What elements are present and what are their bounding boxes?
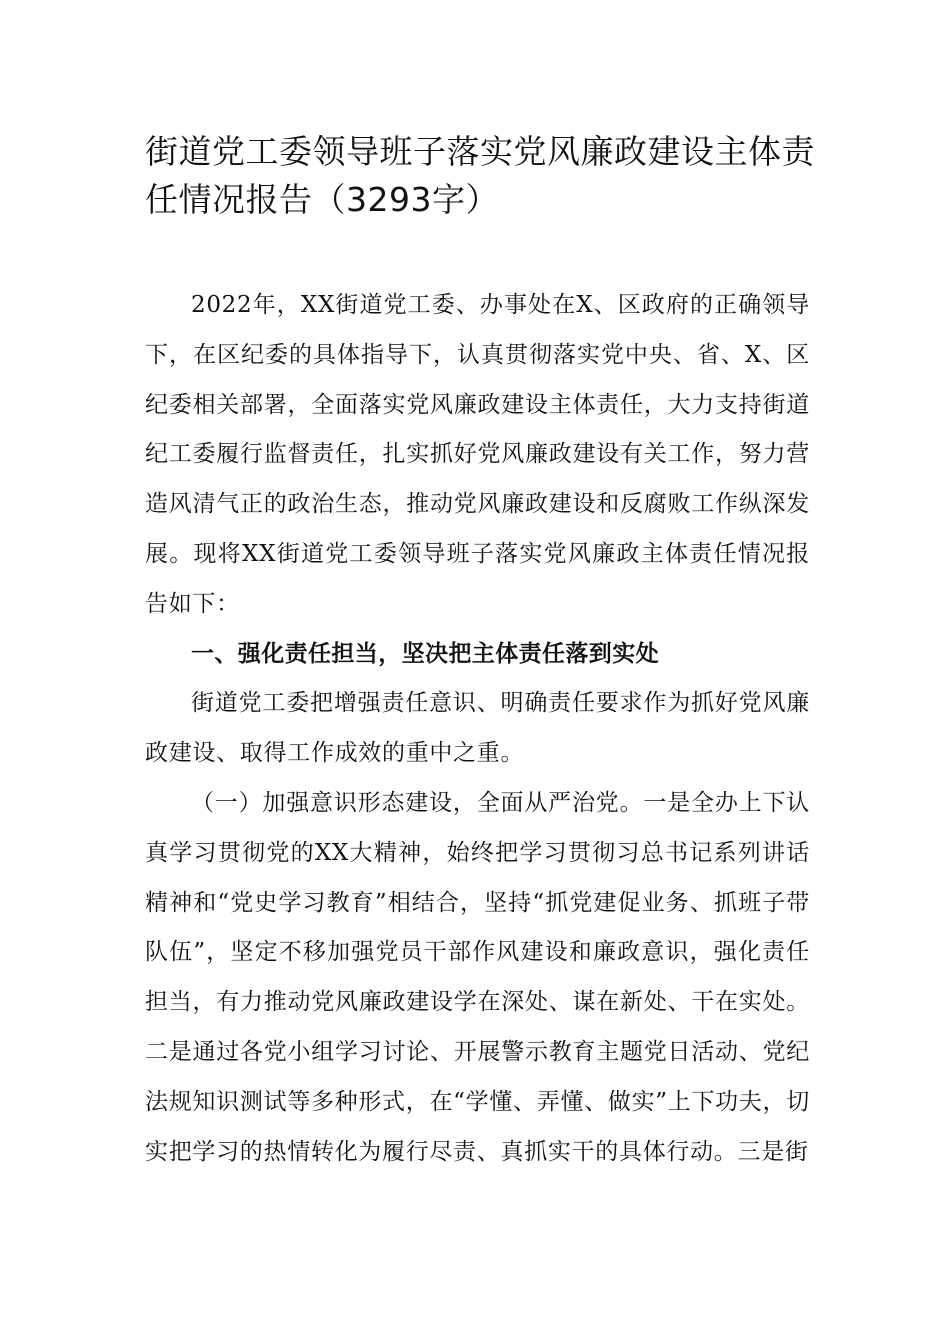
intro-paragraph: 2022年，XX街道党工委、办事处在X、区政府的正确领导下，在区纪委的具体指导下，认真贯彻落实党中央、省、X、区纪委相关部署，全面落实党风廉政建设主体责任，大力支持街道纪工委履行监督责任，扎实抓好党风廉政建设有关工作，努力营造风清气正的政治生态，推动党风廉政建设和反腐败工作纵深发展。现将XX街道党工委领导班子落实党风廉政主体责任情况报告如下：: [145, 292, 810, 617]
subsection-paragraph: （一）加强意识形态建设，全面从严治党。一是全办上下认真学习贯彻党的XX大精神，始终把学习贯彻习总书记系列讲话精神和“党史学习教育”相结合，坚持“抓党建促业务、抓班子带队伍”，坚定不移加强党员干部作风建设和廉政意识，强化责任担当，有力推动党风廉政建设学在深处、谋在新处、干在实处。二是通过各党小组学习讨论、开展警示教育主题党日活动、党纪法规知识测试等多种形式，在“学懂、弄懂、做实”上下功夫，切实把学习的热情转化为履行尽责、真抓实干的具体行动。三是街: [145, 789, 810, 1165]
section-heading: 一、强化责任担当，坚决把主体责任落到实处: [191, 640, 659, 667]
section-intro-paragraph: 街道党工委把增强责任意识、明确责任要求作为抓好党风廉政建设、取得工作成效的重中之重。: [145, 690, 810, 767]
document-title: 街道党工委领导班子落实党风廉政建设主体责任情况报告（3293字）: [145, 132, 815, 219]
document-body: [145, 281, 810, 1177]
